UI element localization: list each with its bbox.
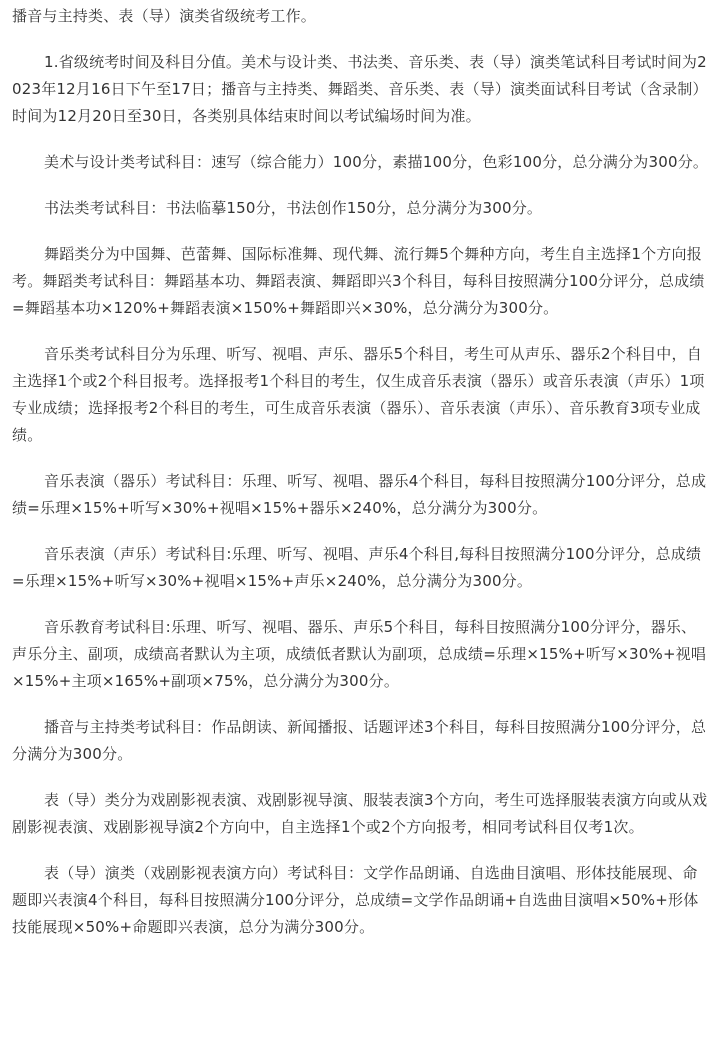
article-paragraph: 音乐表演（声乐）考试科目:乐理、听写、视唱、声乐4个科目,每科目按照满分100分评分，总成绩=乐理×15%+听写×30%+视唱×15%+声乐×240%，总分满分为300分。 [12, 545, 702, 590]
article-paragraph: 美术与设计类考试科目：速写（综合能力）100分，素描100分，色彩100分，总分满分为300分。 [44, 153, 709, 171]
article-paragraph: 音乐教育考试科目:乐理、听写、视唱、器乐、声乐5个科目，每科目按照满分100分评分，器乐、声乐分主、副项，成绩高者默认为主项，成绩低者默认为副项，总成绩=乐理×15%+听写×30%+视唱×15%+主项×165%+副项×75%，总分满分为300分。 [12, 618, 707, 690]
article-paragraph: 书法类考试科目：书法临摹150分，书法创作150分，总分满分为300分。 [44, 199, 543, 217]
article-paragraph: 音乐类考试科目分为乐理、听写、视唱、声乐、器乐5个科目，考生可从声乐、器乐2个科目中，自主选择1个或2个科目报考。选择报考1个科目的考生，仅生成音乐表演（器乐）或音乐表演（声乐）1项专业成绩；选择报考2个科目的考生，可生成音乐表演（器乐）、音乐表演（声乐）、音乐教育3项专业成绩。 [12, 345, 705, 444]
article-paragraph: 表（导）类分为戏剧影视表演、戏剧影视导演、服装表演3个方向，考生可选择服装表演方向或从戏剧影视表演、戏剧影视导演2个方向中，自主选择1个或2个方向报考，相同考试科目仅考1次。 [12, 791, 708, 836]
article-paragraph: 1.省级统考时间及科目分值。美术与设计类、书法类、音乐类、表（导）演类笔试科目考试时间为2023年12月16日下午至17日；播音与主持类、舞蹈类、音乐类、表（导）演类面试科目考试（含录制）时间为12月20日至30日，各类别具体结束时间以考试编场时间为准。 [12, 53, 708, 125]
article-paragraph: 播音与主持类考试科目：作品朗读、新闻播报、话题评述3个科目，每科目按照满分100分评分，总分满分为300分。 [12, 718, 707, 763]
article-body [12, 0, 710, 960]
article-paragraph: 播音与主持类、表（导）演类省级统考工作。 [12, 7, 317, 25]
article-paragraph: 音乐表演（器乐）考试科目：乐理、听写、视唱、器乐4个科目，每科目按照满分100分评分，总成绩=乐理×15%+听写×30%+视唱×15%+器乐×240%，总分满分为300分。 [12, 472, 707, 517]
article-paragraph: 表（导）演类（戏剧影视表演方向）考试科目：文学作品朗诵、自选曲目演唱、形体技能展现、命题即兴表演4个科目，每科目按照满分100分评分，总成绩=文学作品朗诵+自选曲目演唱×50%+形体技能展现×50%+命题即兴表演，总分为满分300分。 [12, 864, 699, 936]
article-paragraph: 舞蹈类分为中国舞、芭蕾舞、国际标准舞、现代舞、流行舞5个舞种方向，考生自主选择1个方向报考。舞蹈类考试科目：舞蹈基本功、舞蹈表演、舞蹈即兴3个科目，每科目按照满分100分评分，总成绩=舞蹈基本功×120%+舞蹈表演×150%+舞蹈即兴×30%，总分满分为300分。 [12, 245, 705, 317]
